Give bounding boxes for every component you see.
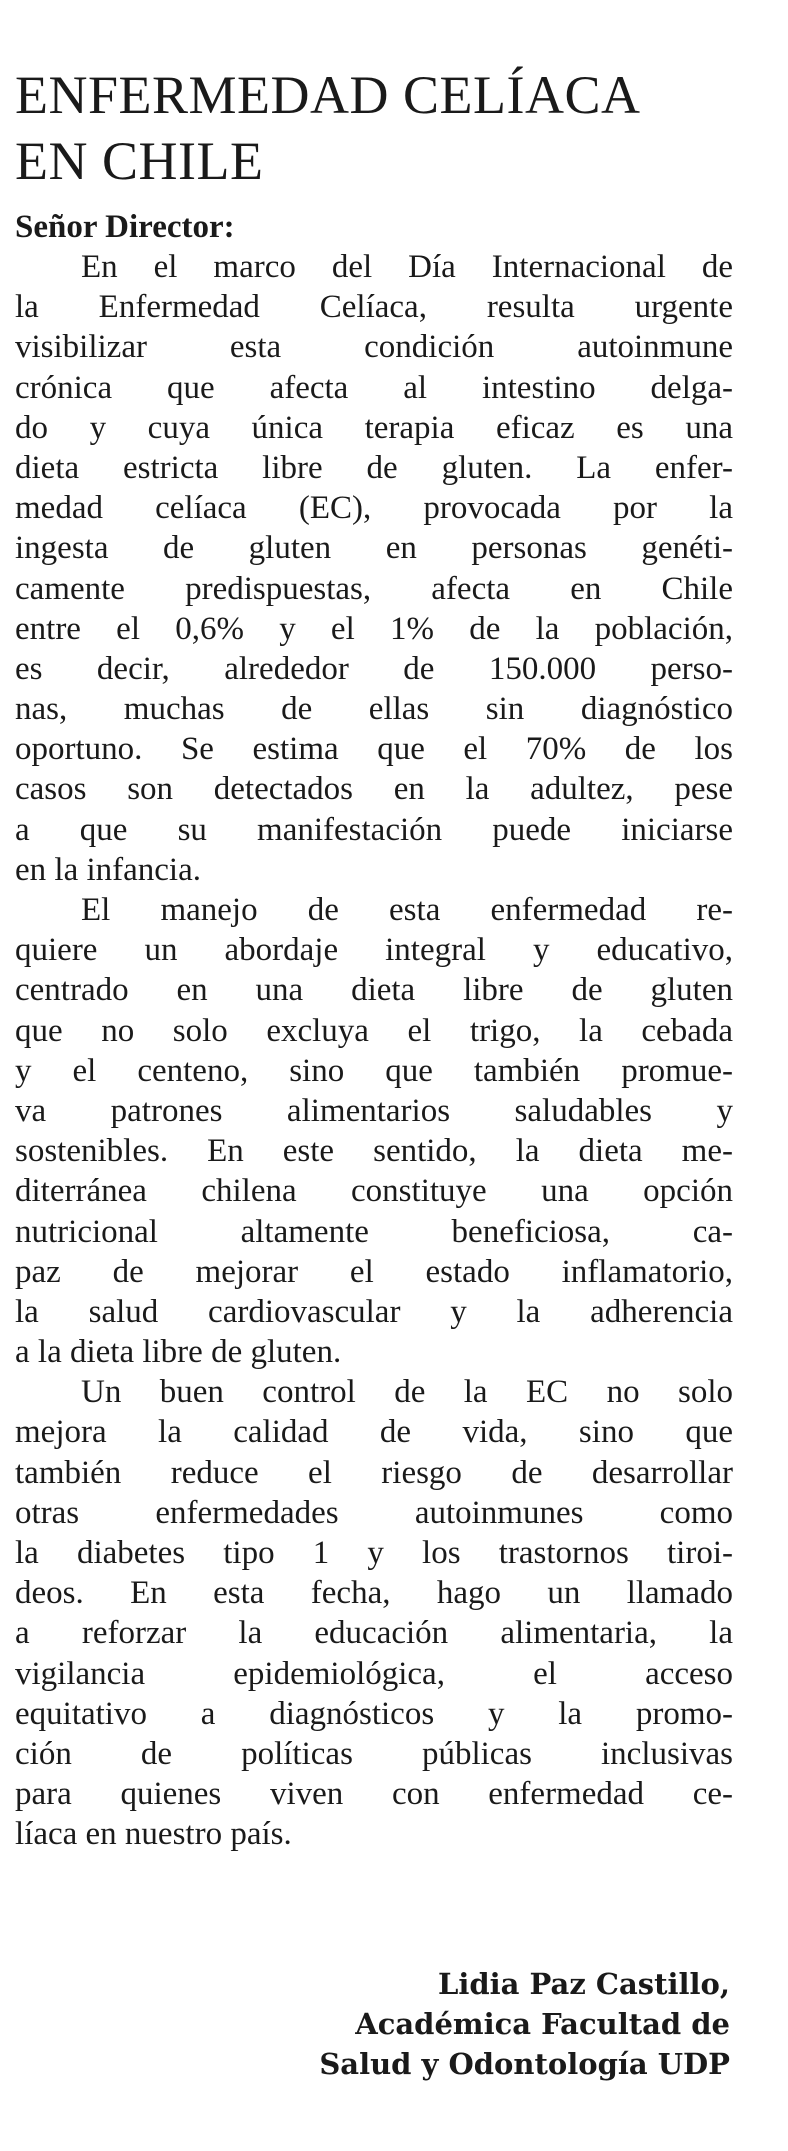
signature-block <box>319 1964 730 2084</box>
body-line: paz de mejorar el estado inflamatorio, <box>15 1253 733 1290</box>
body-line: que no solo excluya el trigo, la cebada <box>15 1012 733 1049</box>
body-line: nutricional altamente beneficiosa, ca- <box>15 1213 733 1250</box>
body-line: para quienes viven con enfermedad ce- <box>15 1776 733 1813</box>
body-line: otras enfermedades autoinmunes como <box>15 1494 733 1531</box>
body-line: sostenibles. En este sentido, la dieta me- <box>15 1133 733 1170</box>
body-line: mejora la calidad de vida, sino que <box>15 1414 733 1451</box>
body-line: es decir, alrededor de 150.000 perso- <box>15 650 733 687</box>
article-title <box>15 62 733 194</box>
body-line: casos son detectados en la adultez, pese <box>15 771 733 808</box>
body-line: do y cuya única terapia eficaz es una <box>15 409 733 446</box>
body-line: va patrones alimentarios saludables y <box>15 1092 733 1129</box>
body-line: camente predispuestas, afecta en Chile <box>15 570 733 607</box>
body-line: también reduce el riesgo de desarrollar <box>15 1454 733 1491</box>
body-line: la salud cardiovascular y la adherencia <box>15 1293 733 1330</box>
body-line: ingesta de gluten en personas genéti- <box>15 530 733 567</box>
author-role: Académica Facultad de <box>355 2007 730 2041</box>
body-line: crónica que afecta al intestino delga- <box>15 369 733 406</box>
body-line: deos. En esta fecha, hago un llamado <box>15 1575 733 1612</box>
author-name: Lidia Paz Castillo, <box>437 1967 730 2001</box>
body-line: la Enfermedad Celíaca, resulta urgente <box>15 289 733 326</box>
body-line: medad celíaca (EC), provocada por la <box>15 490 733 527</box>
salutation: Señor Director: <box>15 209 235 245</box>
title-line: ENFERMEDAD CELÍACA <box>15 65 641 125</box>
body-line: vigilancia epidemiológica, el acceso <box>15 1655 733 1692</box>
body-line: quiere un abordaje integral y educativo, <box>15 932 733 969</box>
article-body <box>15 247 733 1855</box>
body-line: visibilizar esta condición autoinmune <box>15 329 733 366</box>
body-line: Un buen control de la EC no solo <box>81 1374 733 1411</box>
body-line: dieta estricta libre de gluten. La enfer- <box>15 449 733 486</box>
body-line: la diabetes tipo 1 y los trastornos tiroi- <box>15 1535 733 1571</box>
title-line: EN CHILE <box>15 131 264 191</box>
body-line: entre el 0,6% y el 1% de la población, <box>15 610 733 647</box>
body-line: diterránea chilena constituye una opción <box>15 1173 733 1210</box>
body-line: a que su manifestación puede iniciarse <box>15 811 733 848</box>
body-paragraph <box>15 890 733 1372</box>
body-line: en la infancia. <box>15 851 201 888</box>
body-line: y el centeno, sino que también promue- <box>15 1052 733 1089</box>
body-paragraph <box>15 1372 733 1854</box>
body-line: oportuno. Se estima que el 70% de los <box>15 731 733 768</box>
body-line: El manejo de esta enfermedad re- <box>81 892 733 928</box>
body-line: equitativo a diagnósticos y la promo- <box>15 1695 733 1732</box>
body-line: centrado en una dieta libre de gluten <box>15 972 733 1009</box>
body-line: a reforzar la educación alimentaria, la <box>15 1615 733 1652</box>
letter-article <box>15 62 733 1855</box>
body-paragraph <box>15 247 733 890</box>
author-affiliation: Salud y Odontología UDP <box>319 2047 730 2081</box>
body-line: nas, muchas de ellas sin diagnóstico <box>15 691 733 728</box>
body-line: ción de políticas públicas inclusivas <box>15 1735 733 1772</box>
body-line: En el marco del Día Internacional de <box>81 249 733 285</box>
body-line: líaca en nuestro país. <box>15 1816 292 1853</box>
body-line: a la dieta libre de gluten. <box>15 1334 342 1371</box>
